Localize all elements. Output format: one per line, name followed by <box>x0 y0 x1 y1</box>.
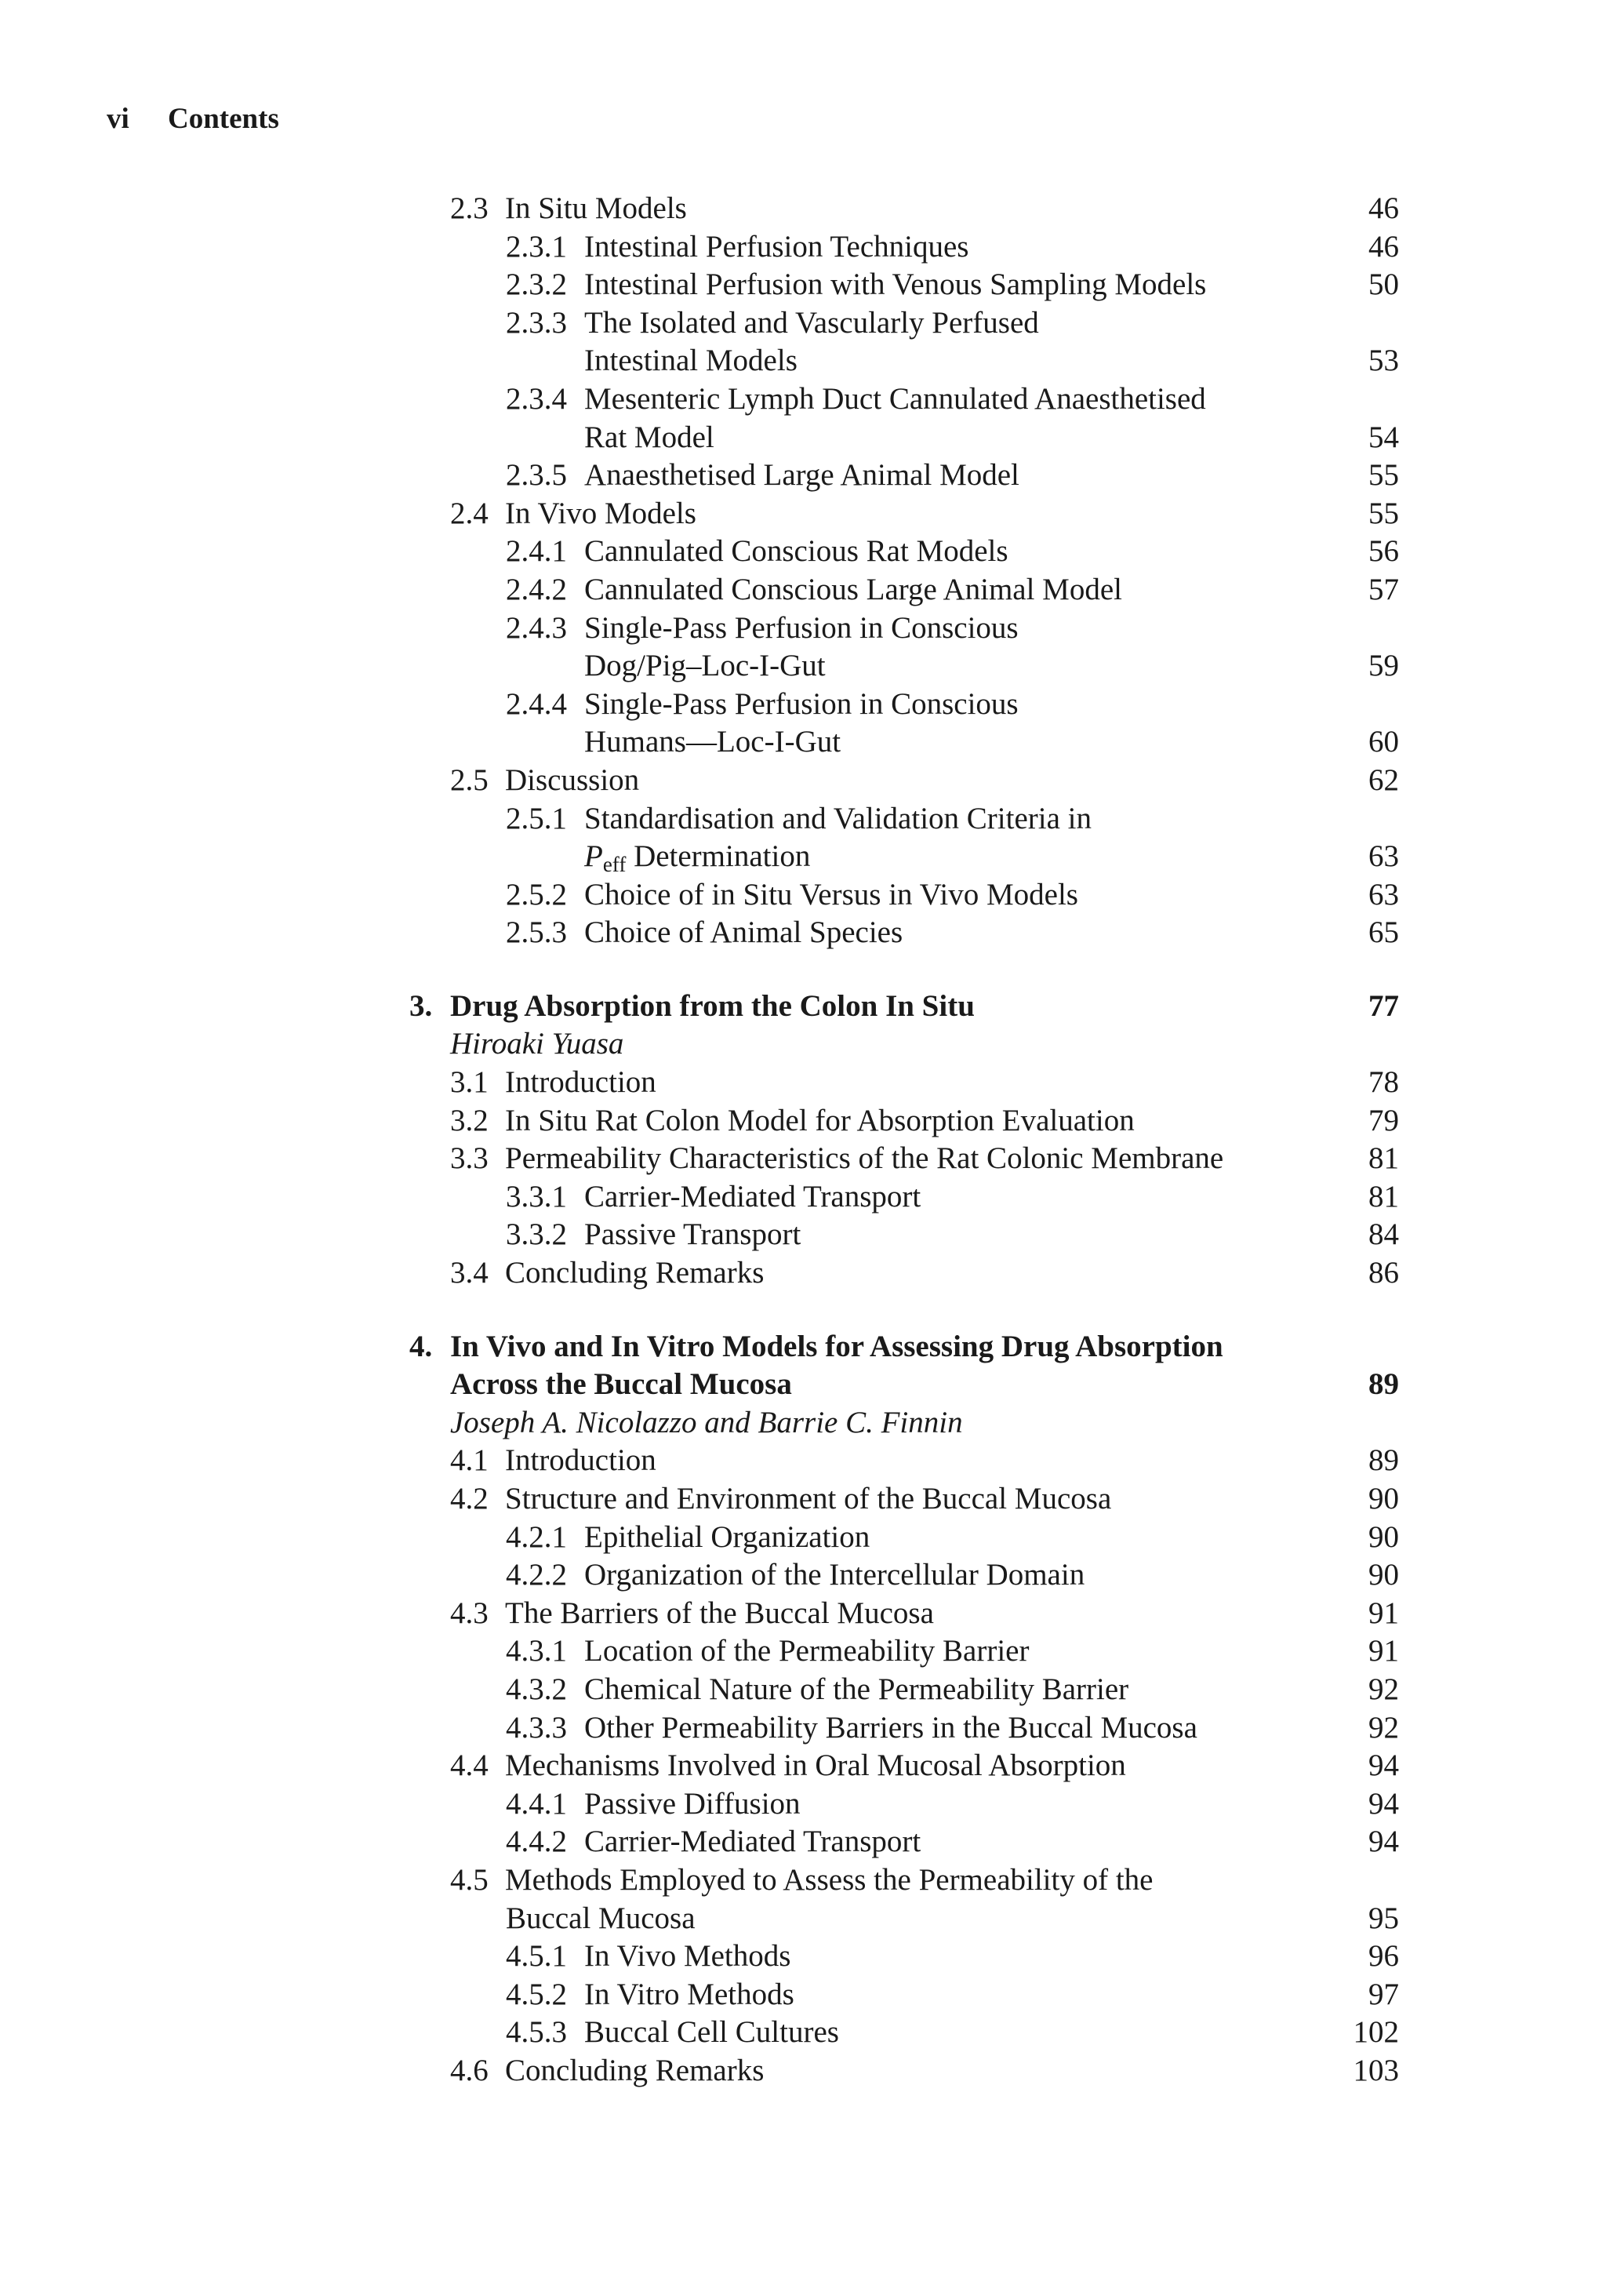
toc-subsection-entry[interactable] <box>0 686 1606 724</box>
toc-subsection-entry[interactable] <box>0 571 1606 609</box>
page-number[interactable]: 63 <box>1368 839 1399 874</box>
section-title: Methods Employed to Assess the Permeability of the <box>505 1862 1154 1897</box>
subsection-title: Chemical Nature of the Permeability Barrier <box>584 1672 1129 1706</box>
subsection-number: 2.3.5 <box>506 458 567 493</box>
page-number[interactable]: 89 <box>1368 1443 1399 1478</box>
section-title: Introduction <box>505 1443 656 1478</box>
toc-entry-text[interactable] <box>506 266 1206 304</box>
page-number[interactable]: 95 <box>1368 1901 1399 1935</box>
toc-subsection-entry[interactable] <box>0 1785 1606 1824</box>
running-head-title: Contents <box>168 103 279 135</box>
subsection-title: Intestinal Perfusion with Venous Sampling Models <box>584 267 1207 302</box>
toc-entry-text[interactable] <box>506 1709 1197 1748</box>
toc-chapter-entry-continued[interactable] <box>0 1366 1606 1404</box>
section-number: 2.5 <box>450 762 489 797</box>
toc-subsection-entry-continued[interactable] <box>0 723 1606 762</box>
subsection-number: 4.4.1 <box>506 1786 567 1821</box>
toc-subsection-entry[interactable] <box>0 876 1606 915</box>
toc-section-entry[interactable] <box>0 495 1606 533</box>
page-number[interactable]: 102 <box>1353 2015 1399 2050</box>
section-title: Concluding Remarks <box>505 1256 765 1290</box>
subsection-title: Carrier-Mediated Transport <box>584 1825 921 1859</box>
toc-entry-text[interactable] <box>506 876 1078 915</box>
toc-entry-text[interactable] <box>506 304 1039 343</box>
subsection-number: 2.5.2 <box>506 877 567 911</box>
section-number: 4.2 <box>450 1482 489 1516</box>
section-title: Permeability Characteristics of the Rat Colonic Membrane <box>505 1141 1224 1176</box>
page-number[interactable]: 53 <box>1368 344 1399 378</box>
subsection-number: 2.4.2 <box>506 572 567 606</box>
subsection-title: Passive Transport <box>584 1217 801 1252</box>
page-number[interactable]: 78 <box>1368 1065 1399 1100</box>
subsection-title: Epithelial Organization <box>584 1519 870 1554</box>
section-title: Structure and Environment of the Buccal Mucosa <box>505 1482 1112 1516</box>
subsection-title: Organization of the Intercellular Domain <box>584 1558 1085 1592</box>
toc-subsection-entry-continued[interactable] <box>0 838 1606 876</box>
page-number[interactable]: 55 <box>1368 458 1399 493</box>
section-number: 3.4 <box>450 1256 489 1290</box>
toc-section-entry[interactable] <box>0 1140 1606 1178</box>
chapter-authors <box>0 1404 1606 1443</box>
section-number: 4.4 <box>450 1748 489 1783</box>
page-number[interactable]: 56 <box>1368 534 1399 569</box>
section-title: The Barriers of the Buccal Mucosa <box>505 1596 934 1630</box>
toc-section-entry[interactable] <box>0 1747 1606 1785</box>
subsection-title: Anaesthetised Large Animal Model <box>584 458 1019 493</box>
toc-section-entry[interactable] <box>0 2052 1606 2090</box>
chapter-title: Drug Absorption from the Colon In Situ <box>450 988 975 1023</box>
toc-subsection-entry[interactable] <box>0 533 1606 571</box>
chapter-number: 3. <box>409 988 433 1023</box>
toc-entry-text[interactable] <box>450 1254 764 1293</box>
page-number[interactable]: 55 <box>1368 496 1399 530</box>
subsection-number: 4.4.2 <box>506 1825 567 1859</box>
toc-subsection-entry[interactable] <box>0 228 1606 267</box>
subsection-number: 2.3.2 <box>506 267 567 302</box>
toc-subsection-entry[interactable] <box>0 1178 1606 1217</box>
toc-entry-text[interactable] <box>450 1747 1126 1785</box>
toc-section-entry[interactable] <box>0 1595 1606 1633</box>
subsection-title: Cannulated Conscious Rat Models <box>584 534 1008 569</box>
page-number[interactable]: 79 <box>1368 1103 1399 1137</box>
subsection-number: 4.2.1 <box>506 1519 567 1554</box>
page-number[interactable]: 90 <box>1368 1482 1399 1516</box>
section-title-continued: Buccal Mucosa <box>506 1901 696 1935</box>
subsection-title: In Vivo Methods <box>584 1939 791 1974</box>
chapter-authors-text: Joseph A. Nicolazzo and Barrie C. Finnin <box>450 1405 963 1439</box>
page-number[interactable]: 91 <box>1368 1634 1399 1668</box>
toc-entry-text[interactable] <box>450 1595 934 1633</box>
subsection-title: Single-Pass Perfusion in Conscious <box>584 686 1019 721</box>
page-number[interactable]: 97 <box>1368 1977 1399 2011</box>
toc-subsection-entry[interactable] <box>0 1709 1606 1748</box>
toc-entry-text[interactable] <box>506 571 1122 609</box>
subsection-number: 3.3.2 <box>506 1217 567 1252</box>
toc-entry-text[interactable] <box>506 1671 1128 1709</box>
toc-spacer <box>0 952 1606 988</box>
subsection-title-continued: Dog/Pig–Loc-I-Gut <box>584 649 826 683</box>
toc-subsection-entry[interactable] <box>0 457 1606 495</box>
page-number[interactable]: 46 <box>1368 229 1399 264</box>
page-number[interactable]: 96 <box>1368 1939 1399 1974</box>
page-number[interactable]: 90 <box>1368 1558 1399 1592</box>
toc-section-entry[interactable] <box>0 190 1606 228</box>
toc-entry-text[interactable] <box>506 2014 839 2052</box>
page-number[interactable]: 84 <box>1368 1217 1399 1252</box>
section-title: In Situ Models <box>505 191 687 225</box>
toc-entry-text[interactable] <box>450 1102 1135 1141</box>
subsection-title: Single-Pass Perfusion in Conscious <box>584 610 1019 645</box>
subsection-title: Location of the Permeability Barrier <box>584 1634 1030 1668</box>
toc-subsection-entry[interactable] <box>0 800 1606 839</box>
toc-subsection-entry[interactable] <box>0 266 1606 304</box>
toc-entry-text[interactable] <box>506 1976 794 2014</box>
page-number[interactable]: 91 <box>1368 1596 1399 1630</box>
toc-chapter-entry[interactable] <box>0 988 1606 1026</box>
subsection-number: 3.3.1 <box>506 1179 567 1213</box>
determination-text: Determination <box>626 839 811 874</box>
subsection-title-continued <box>584 838 810 876</box>
eff-subscript: eff <box>602 853 627 877</box>
page-number[interactable]: 94 <box>1368 1825 1399 1859</box>
toc-entry-text[interactable] <box>450 1442 656 1480</box>
section-number: 4.1 <box>450 1443 489 1478</box>
chapter-title-continued: Across the Buccal Mucosa <box>450 1367 792 1402</box>
page-folio: vi <box>107 103 129 135</box>
toc-entry-text[interactable] <box>506 1938 790 1976</box>
subsection-number: 2.4.3 <box>506 610 567 645</box>
section-number: 4.3 <box>450 1596 489 1630</box>
toc-entry-text[interactable] <box>450 190 687 228</box>
page-number[interactable]: 54 <box>1368 420 1399 454</box>
page-number[interactable]: 94 <box>1368 1748 1399 1783</box>
section-number: 3.2 <box>450 1103 489 1137</box>
section-number: 3.3 <box>450 1141 489 1176</box>
page-number[interactable]: 86 <box>1368 1256 1399 1290</box>
toc-subsection-entry[interactable] <box>0 1976 1606 2014</box>
toc-subsection-entry[interactable] <box>0 1216 1606 1254</box>
toc-subsection-entry-continued[interactable] <box>0 647 1606 686</box>
toc-subsection-entry[interactable] <box>0 1938 1606 1976</box>
subsection-number: 2.4.4 <box>506 686 567 721</box>
subsection-number: 2.3.3 <box>506 305 567 340</box>
toc-entry-text[interactable] <box>506 914 903 952</box>
page-number[interactable]: 77 <box>1368 988 1399 1023</box>
chapter-authors <box>0 1025 1606 1064</box>
page-number[interactable]: 81 <box>1368 1141 1399 1176</box>
subsection-number: 2.4.1 <box>506 534 567 569</box>
subsection-number: 4.3.3 <box>506 1710 567 1745</box>
subsection-title-continued: Intestinal Models <box>584 344 798 378</box>
toc-entry-text[interactable] <box>506 1178 921 1217</box>
page-number[interactable]: 90 <box>1368 1519 1399 1554</box>
subsection-number: 2.5.1 <box>506 801 567 835</box>
toc-section-entry[interactable] <box>0 762 1606 800</box>
subsection-title: Buccal Cell Cultures <box>584 2015 839 2050</box>
toc-entry-text[interactable] <box>506 686 1019 724</box>
toc-entry-text[interactable] <box>506 533 1008 571</box>
toc-subsection-entry[interactable] <box>0 1556 1606 1595</box>
section-number: 4.6 <box>450 2053 489 2087</box>
subsection-title: The Isolated and Vascularly Perfused <box>584 305 1039 340</box>
section-number: 4.5 <box>450 1862 489 1897</box>
chapter-authors-text: Hiroaki Yuasa <box>450 1027 624 1061</box>
page-number[interactable]: 92 <box>1368 1710 1399 1745</box>
toc-entry-text[interactable] <box>506 609 1019 648</box>
page-number[interactable]: 59 <box>1368 649 1399 683</box>
toc-entry-text[interactable] <box>450 1064 656 1102</box>
toc-entry-text[interactable] <box>450 1140 1223 1178</box>
subsection-title: Carrier-Mediated Transport <box>584 1179 921 1213</box>
toc-entry-text[interactable] <box>450 2052 764 2090</box>
page-number[interactable]: 57 <box>1368 572 1399 606</box>
subsection-title: Passive Diffusion <box>584 1786 801 1821</box>
subsection-number: 4.3.1 <box>506 1634 567 1668</box>
section-number: 2.4 <box>450 496 489 530</box>
chapter-title: In Vivo and In Vitro Models for Assessing Drug Absorption <box>450 1329 1223 1363</box>
toc-entry-text[interactable] <box>506 1823 921 1861</box>
toc-section-entry[interactable] <box>0 1442 1606 1480</box>
chapter-number: 4. <box>409 1329 433 1363</box>
toc-section-entry[interactable] <box>0 1102 1606 1141</box>
running-head <box>107 100 279 138</box>
page-number[interactable]: 60 <box>1368 725 1399 759</box>
subsection-title: In Vitro Methods <box>584 1977 794 2011</box>
toc-section-entry[interactable] <box>0 1064 1606 1102</box>
toc-entry-text[interactable] <box>506 800 1092 839</box>
section-title: Introduction <box>505 1065 656 1100</box>
section-number: 2.3 <box>450 191 489 225</box>
subsection-title: Other Permeability Barriers in the Buccal Mucosa <box>584 1710 1197 1745</box>
toc-subsection-entry[interactable] <box>0 1671 1606 1709</box>
subsection-number: 4.5.1 <box>506 1939 567 1974</box>
subsection-number: 2.3.1 <box>506 229 567 264</box>
toc-section-entry[interactable] <box>0 1861 1606 1900</box>
section-title: Discussion <box>505 762 640 797</box>
page-number[interactable]: 94 <box>1368 1786 1399 1821</box>
page-number[interactable]: 63 <box>1368 877 1399 911</box>
toc-entry-text[interactable] <box>506 1785 801 1824</box>
section-title: Mechanisms Involved in Oral Mucosal Absorption <box>505 1748 1126 1783</box>
toc-entry-text[interactable] <box>506 1632 1029 1671</box>
subsection-title: Choice of in Situ Versus in Vivo Models <box>584 877 1078 911</box>
toc-subsection-entry-continued[interactable] <box>0 342 1606 380</box>
toc-entry-text[interactable] <box>450 1480 1111 1519</box>
toc-section-entry[interactable] <box>0 1254 1606 1293</box>
toc-subsection-entry[interactable] <box>0 2014 1606 2052</box>
toc-entry-text[interactable] <box>506 380 1206 419</box>
toc-chapter-entry[interactable] <box>0 1328 1606 1366</box>
page-number[interactable]: 103 <box>1353 2053 1399 2087</box>
toc-subsection-entry[interactable] <box>0 609 1606 648</box>
subsection-number: 4.5.2 <box>506 1977 567 2011</box>
subsection-title: Cannulated Conscious Large Animal Model <box>584 572 1123 606</box>
page-number[interactable]: 92 <box>1368 1672 1399 1706</box>
toc-entry-text[interactable] <box>506 1519 870 1557</box>
toc-entry-text[interactable] <box>506 1556 1085 1595</box>
subsection-title: Mesenteric Lymph Duct Cannulated Anaesthetised <box>584 381 1206 416</box>
page-number[interactable]: 65 <box>1368 915 1399 950</box>
toc-subsection-entry[interactable] <box>0 1632 1606 1671</box>
toc-subsection-entry[interactable] <box>0 1823 1606 1861</box>
toc-section-entry-continued[interactable] <box>0 1900 1606 1938</box>
toc-entry-text[interactable] <box>450 495 696 533</box>
toc-entry-text[interactable] <box>506 457 1019 495</box>
subsection-number: 4.2.2 <box>506 1558 567 1592</box>
toc-entry-text[interactable] <box>450 1861 1153 1900</box>
subsection-title-continued: Rat Model <box>584 420 714 454</box>
page-number[interactable]: 46 <box>1368 191 1399 225</box>
subsection-number: 4.5.3 <box>506 2015 567 2050</box>
toc-subsection-entry[interactable] <box>0 380 1606 419</box>
subsection-title: Choice of Animal Species <box>584 915 903 950</box>
section-title: In Vivo Models <box>505 496 696 530</box>
toc-spacer <box>0 1293 1606 1328</box>
toc-entry-text[interactable] <box>506 1216 801 1254</box>
subsection-number: 4.3.2 <box>506 1672 567 1706</box>
p-symbol: P <box>584 839 603 874</box>
subsection-title-continued: Humans—Loc-I-Gut <box>584 725 841 759</box>
table-of-contents <box>0 190 1606 2090</box>
toc-subsection-entry[interactable] <box>0 304 1606 343</box>
subsection-title: Standardisation and Validation Criteria in <box>584 801 1092 835</box>
toc-subsection-entry[interactable] <box>0 1519 1606 1557</box>
toc-entry-text[interactable] <box>506 228 968 267</box>
subsection-number: 2.3.4 <box>506 381 567 416</box>
page-number[interactable]: 81 <box>1368 1179 1399 1213</box>
toc-subsection-entry-continued[interactable] <box>0 419 1606 457</box>
section-title: Concluding Remarks <box>505 2053 765 2087</box>
toc-subsection-entry[interactable] <box>0 914 1606 952</box>
page-number[interactable]: 62 <box>1368 762 1399 797</box>
page-number[interactable]: 50 <box>1368 267 1399 302</box>
subsection-number: 2.5.3 <box>506 915 567 950</box>
section-title: In Situ Rat Colon Model for Absorption Evaluation <box>505 1103 1135 1137</box>
subsection-title: Intestinal Perfusion Techniques <box>584 229 969 264</box>
section-number: 3.1 <box>450 1065 489 1100</box>
toc-section-entry[interactable] <box>0 1480 1606 1519</box>
page-number[interactable]: 89 <box>1368 1367 1399 1402</box>
toc-entry-text[interactable] <box>450 762 639 800</box>
